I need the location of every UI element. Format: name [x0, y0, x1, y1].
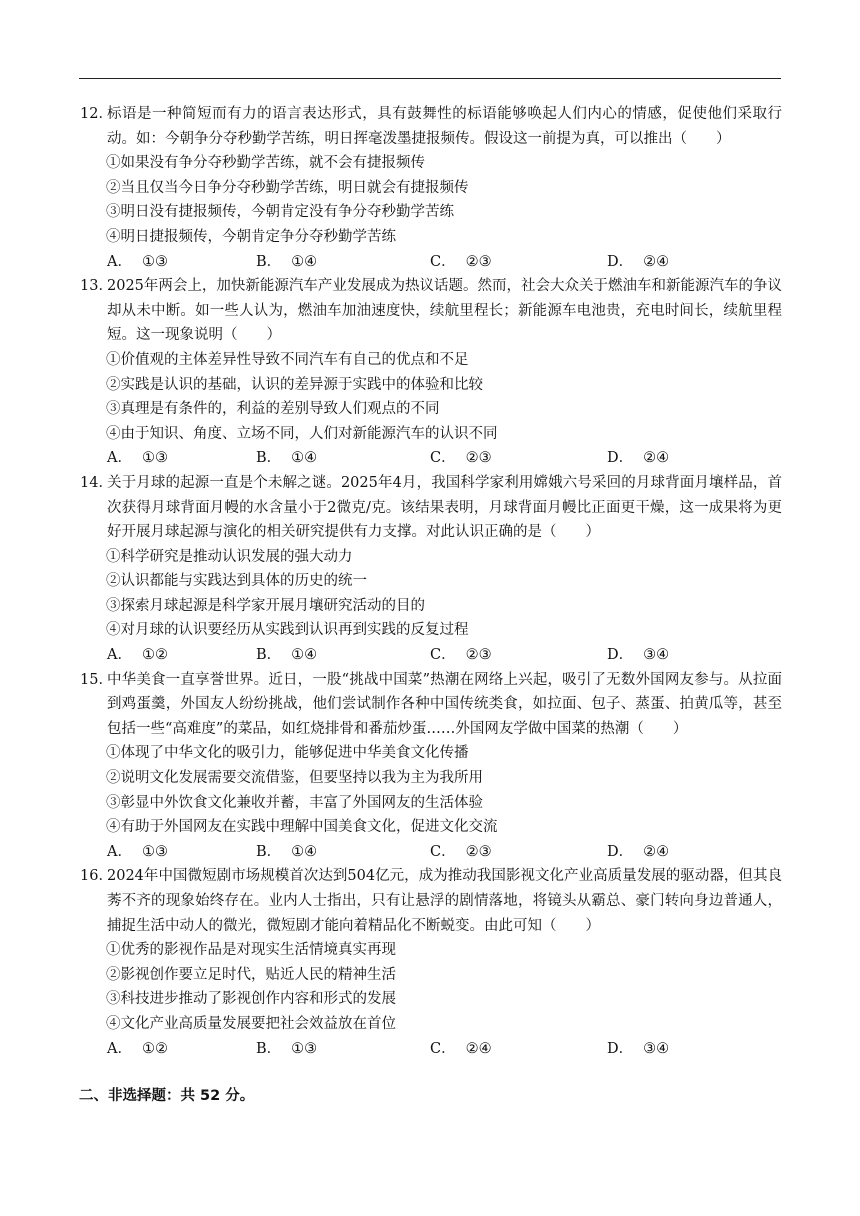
choice-label: C．	[430, 450, 456, 467]
choice-label: B．	[256, 843, 282, 860]
question-text: 中华美食一直享誉世界。近日，一股“挑战中国菜”热潮在网络上兴起，吸引了无数外国网友参与。从拉面到鸡蛋羹，外国友人纷纷挑战，他们尝试制作各种中国传统类食，如拉面、包子、蒸蛋、拍黄瓜等，甚至包括一些“高难度”的菜品，如红烧排骨和番茄炒蛋……外国网友学做中国菜的热潮（ ）	[107, 671, 782, 737]
choice-label: D．	[607, 450, 634, 467]
choice-value: ①③	[141, 253, 168, 270]
statement-2: ②实践是认识的基础，认识的差异源于实践中的体验和比较	[106, 376, 483, 393]
question-number: 12．	[80, 106, 113, 122]
statement-2: ②说明文化发展需要交流借鉴，但要坚持以我为主为我所用	[106, 770, 483, 787]
choice-label: C．	[430, 253, 456, 270]
statement-1: ①科学研究是推动认识发展的强大动力	[106, 548, 353, 565]
question-number: 14．	[80, 474, 113, 491]
question-stem	[80, 471, 782, 545]
choice-label: B．	[256, 647, 282, 664]
question-13	[80, 274, 782, 471]
statement-3: ③探索月球起源是科学家开展月壤研究活动的目的	[106, 597, 425, 614]
statement-2: ②当且仅当今日争分夺秒勤学苦练，明日就会有捷报频传	[106, 179, 469, 196]
choice-d[interactable]	[607, 840, 669, 865]
choice-value: ①③	[291, 1040, 318, 1057]
choice-c[interactable]	[430, 1037, 492, 1062]
choice-value: ③④	[643, 647, 670, 664]
question-stem	[80, 864, 782, 938]
choice-label: D．	[607, 647, 634, 664]
statement-1: ①如果没有争分夺秒勤学苦练，就不会有捷报频传	[106, 155, 425, 172]
choice-label: B．	[256, 450, 282, 467]
choice-b[interactable]	[256, 1037, 317, 1062]
answer-choices	[80, 643, 782, 668]
choice-value: ①②	[141, 1040, 168, 1057]
choice-a[interactable]	[107, 643, 168, 668]
question-stem	[80, 668, 782, 742]
choice-value: ②④	[643, 253, 670, 270]
choice-label: A．	[107, 1040, 132, 1057]
choice-label: A．	[107, 253, 132, 270]
choice-value: ②③	[465, 647, 492, 664]
choice-label: C．	[430, 1040, 456, 1057]
question-list	[80, 102, 782, 1061]
choice-label: D．	[607, 253, 634, 270]
choice-b[interactable]	[256, 643, 317, 668]
statement-1: ①体现了中华文化的吸引力，能够促进中华美食文化传播	[106, 745, 469, 762]
statement-2: ②认识都能与实践达到具体的历史的统一	[106, 573, 367, 590]
statement-4: ④明日捷报频传，今朝肯定争分夺秒勤学苦练	[106, 228, 396, 245]
answer-choices	[80, 446, 782, 471]
statement-1: ①优秀的影视作品是对现实生活情境真实再现	[106, 942, 396, 959]
choice-b[interactable]	[256, 250, 317, 275]
statement-1: ①价值观的主体差异性导致不同汽车有自己的优点和不足	[106, 351, 469, 368]
statement-4: ④由于知识、角度、立场不同，人们对新能源汽车的认识不同	[106, 425, 498, 442]
choice-c[interactable]	[430, 446, 492, 471]
choice-d[interactable]	[607, 446, 669, 471]
choice-c[interactable]	[430, 840, 492, 865]
statement-4: ④有助于外国网友在实践中理解中国美食文化，促进文化交流	[106, 819, 498, 836]
statement-3: ③科技进步推动了影视创作内容和形式的发展	[106, 991, 396, 1008]
choice-c[interactable]	[430, 643, 492, 668]
choice-label: A．	[107, 843, 132, 860]
choice-value: ①④	[291, 843, 318, 860]
question-14	[80, 471, 782, 668]
question-stem	[80, 274, 782, 348]
question-16	[80, 864, 782, 1061]
question-text: 2025年两会上，加快新能源汽车产业发展成为热议话题。然而，社会大众关于燃油车和新能源汽车的争议却从未中断。如一些人认为，燃油车加油速度快，续航里程长；新能源车电池贵，充电时间长，续航里程短。这一现象说明（ ）	[107, 278, 782, 344]
choice-a[interactable]	[107, 840, 168, 865]
choice-d[interactable]	[607, 1037, 669, 1062]
question-text: 2024年中国微短剧市场规模首次达到504亿元，成为推动我国影视文化产业高质量发展的驱动器，但其良莠不齐的现象始终存在。业内人士指出，只有让悬浮的剧情落地，将镜头从霸总、豪门转向身边普通人，捕捉生活中动人的微光，微短剧才能向着精品化不断蜕变。由此可知（ ）	[107, 868, 782, 934]
statement-4: ④对月球的认识要经历从实践到认识再到实践的反复过程	[106, 622, 469, 639]
choice-label: D．	[607, 1040, 634, 1057]
question-12	[80, 102, 782, 274]
choice-value: ①④	[291, 647, 318, 664]
choice-value: ②④	[643, 843, 670, 860]
statement-3: ③明日没有捷报频传，今朝肯定没有争分夺秒勤学苦练	[106, 204, 454, 221]
statement-4: ④文化产业高质量发展要把社会效益放在首位	[106, 1015, 396, 1032]
choice-value: ②④	[465, 1040, 492, 1057]
section-heading: 二、非选择题：共 52 分。	[79, 1088, 255, 1104]
choice-value: ②④	[643, 450, 670, 467]
answer-choices	[80, 250, 782, 275]
choice-b[interactable]	[256, 840, 317, 865]
question-text: 关于月球的起源一直是个未解之谜。2025年4月，我国科学家利用嫦娥六号采回的月球背面月壤样品，首次获得月球背面月幔的水含量小于2微克/克。该结果表明，月球背面月幔比正面更干燥，这一成果将为更好开展月球起源与演化的相关研究提供有力支撑。对此认识正确的是（ ）	[107, 474, 782, 541]
choice-b[interactable]	[256, 446, 317, 471]
question-number: 16．	[80, 868, 113, 885]
statement-3: ③真理是有条件的，利益的差别导致人们观点的不同	[106, 401, 440, 418]
question-text: 标语是一种简短而有力的语言表达形式，具有鼓舞性的标语能够唤起人们内心的情感，促使他们采取行动。如：今朝争分夺秒勤学苦练，明日挥毫泼墨捷报频传。假设这一前提为真，可以推出（ ）	[107, 106, 782, 147]
choice-label: D．	[607, 843, 634, 860]
choice-value: ①④	[291, 253, 318, 270]
choice-a[interactable]	[107, 250, 168, 275]
choice-value: ②③	[465, 253, 492, 270]
statement-2: ②影视创作要立足时代，贴近人民的精神生活	[106, 966, 396, 983]
choice-value: ②③	[465, 450, 492, 467]
choice-value: ①③	[141, 843, 168, 860]
question-15	[80, 668, 782, 865]
choice-label: B．	[256, 1040, 282, 1057]
choice-d[interactable]	[607, 250, 669, 275]
choice-value: ①③	[141, 450, 168, 467]
answer-choices	[80, 1037, 782, 1062]
choice-value: ②③	[465, 843, 492, 860]
choice-a[interactable]	[107, 446, 168, 471]
choice-value: ①④	[291, 450, 318, 467]
header-rule	[79, 78, 781, 79]
choice-value: ③④	[643, 1040, 670, 1057]
question-stem	[80, 102, 782, 151]
choice-label: C．	[430, 843, 456, 860]
question-number: 15．	[80, 671, 113, 688]
statement-3: ③彰显中外饮食文化兼收并蓄，丰富了外国网友的生活体验	[106, 794, 483, 811]
choice-label: C．	[430, 647, 456, 664]
choice-c[interactable]	[430, 250, 492, 275]
answer-choices	[80, 840, 782, 865]
choice-a[interactable]	[107, 1037, 168, 1062]
choice-label: B．	[256, 253, 282, 270]
choice-value: ①②	[141, 647, 168, 664]
question-number: 13．	[80, 278, 113, 295]
choice-label: A．	[107, 647, 132, 664]
choice-label: A．	[107, 450, 132, 467]
choice-d[interactable]	[607, 643, 669, 668]
